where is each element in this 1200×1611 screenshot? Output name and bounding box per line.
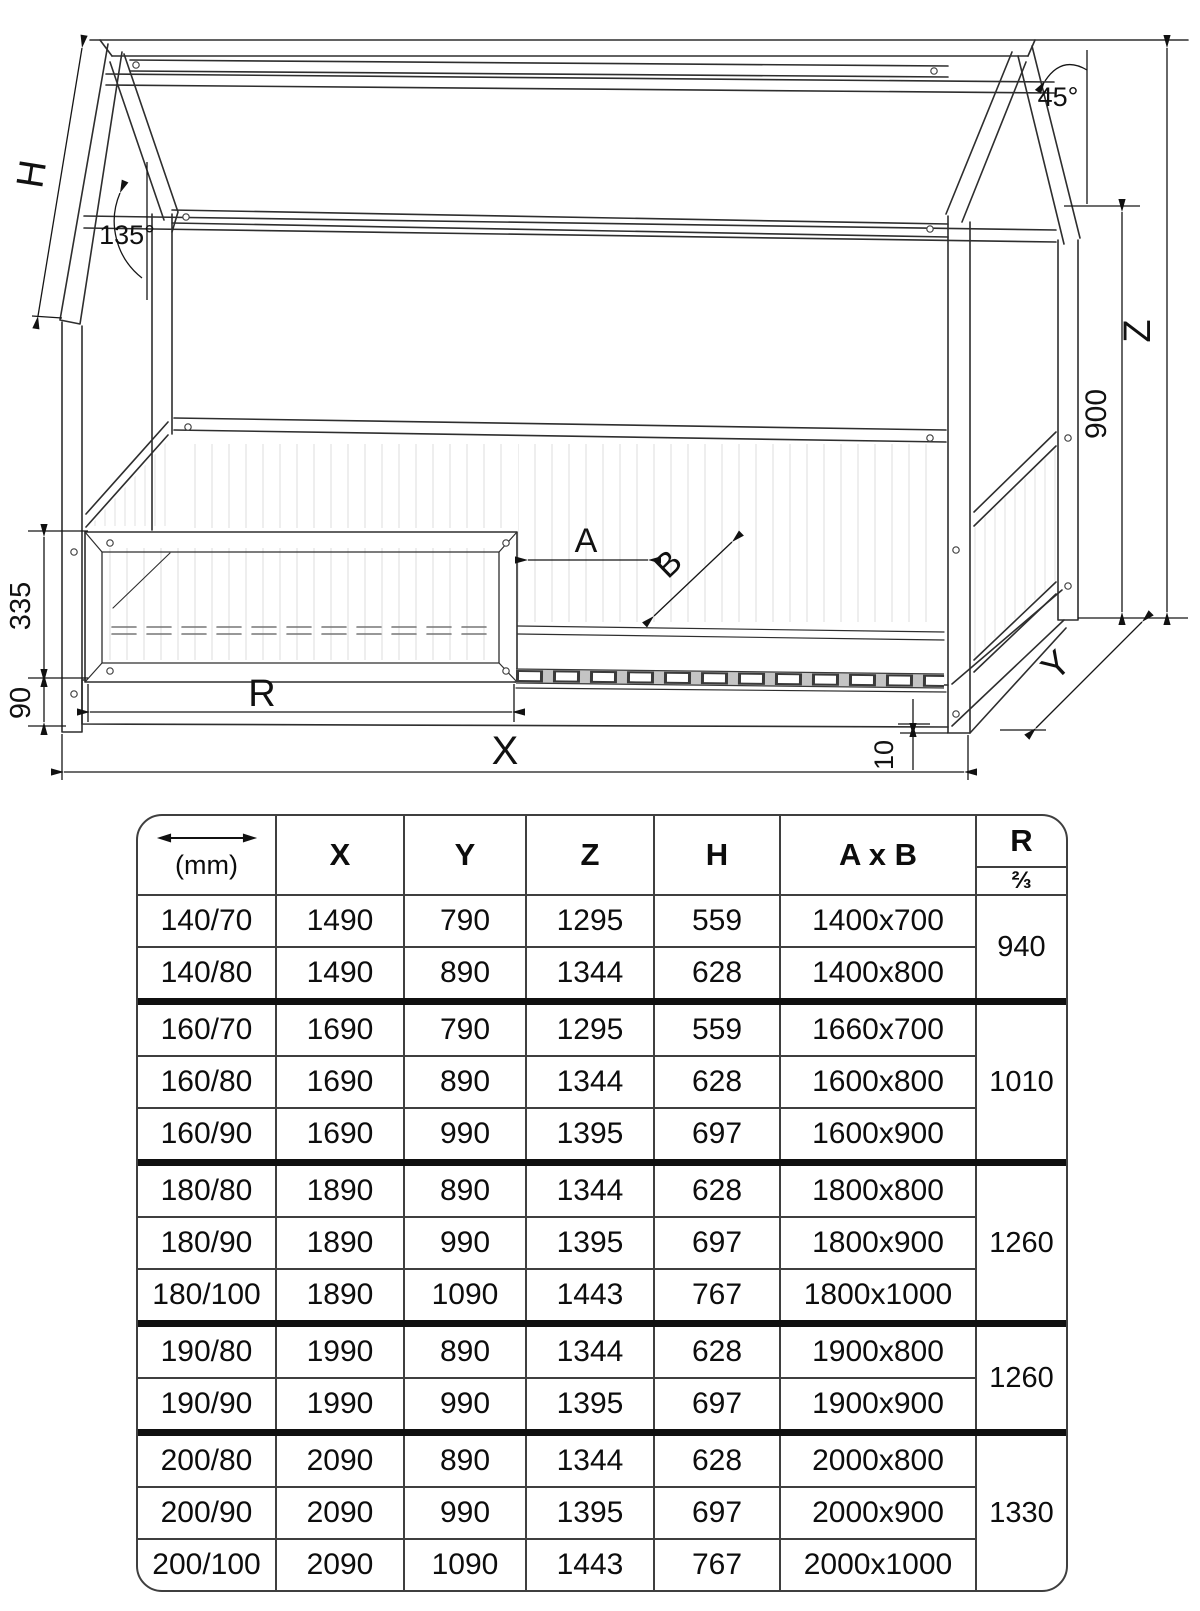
cell-x: 2090 xyxy=(276,1433,404,1488)
cell-axb: 1900x900 xyxy=(780,1378,976,1433)
table-row xyxy=(138,1108,1066,1163)
cell-z: 1344 xyxy=(526,1163,654,1218)
cell-size: 200/80 xyxy=(138,1433,276,1488)
cell-axb: 1800x900 xyxy=(780,1217,976,1269)
cell-h: 767 xyxy=(654,1269,780,1324)
header-z: Z xyxy=(526,816,654,895)
cell-z: 1395 xyxy=(526,1487,654,1539)
header-x: X xyxy=(276,816,404,895)
cell-size: 140/80 xyxy=(138,947,276,1002)
cell-x: 1490 xyxy=(276,947,404,1002)
header-y: Y xyxy=(404,816,526,895)
table-row xyxy=(138,947,1066,1002)
cell-axb: 1400x800 xyxy=(780,947,976,1002)
cell-x: 1990 xyxy=(276,1324,404,1379)
cell-size: 140/70 xyxy=(138,895,276,947)
cell-h: 767 xyxy=(654,1539,780,1590)
cell-h: 628 xyxy=(654,1163,780,1218)
cell-y: 1090 xyxy=(404,1539,526,1590)
size-table-container xyxy=(136,814,1068,1592)
cell-x: 1890 xyxy=(276,1269,404,1324)
cell-z: 1395 xyxy=(526,1108,654,1163)
dim-label-y: Y xyxy=(1032,641,1079,689)
cell-axb: 2000x900 xyxy=(780,1487,976,1539)
cell-x: 1490 xyxy=(276,895,404,947)
size-table-header xyxy=(138,816,1066,895)
table-row xyxy=(138,1056,1066,1108)
cell-h: 697 xyxy=(654,1378,780,1433)
cell-size: 160/80 xyxy=(138,1056,276,1108)
cell-size: 160/70 xyxy=(138,1002,276,1057)
dim-label-45: 45° xyxy=(1037,82,1079,112)
cell-axb: 1660x700 xyxy=(780,1002,976,1057)
cell-y: 890 xyxy=(404,1163,526,1218)
table-row xyxy=(138,1269,1066,1324)
cell-h: 697 xyxy=(654,1217,780,1269)
header-axb: A x B xyxy=(780,816,976,895)
cell-x: 1890 xyxy=(276,1163,404,1218)
cell-y: 790 xyxy=(404,895,526,947)
cell-y: 990 xyxy=(404,1108,526,1163)
dim-label-x: X xyxy=(491,729,519,773)
cell-y: 1090 xyxy=(404,1269,526,1324)
cell-y: 990 xyxy=(404,1378,526,1433)
table-row xyxy=(138,1487,1066,1539)
cell-z: 1395 xyxy=(526,1217,654,1269)
dim-label-900: 900 xyxy=(1080,388,1113,440)
dim-label-r: R xyxy=(248,673,276,715)
cell-axb: 2000x800 xyxy=(780,1433,976,1488)
dim-label-335: 335 xyxy=(5,581,37,631)
cell-z: 1295 xyxy=(526,895,654,947)
cell-z: 1443 xyxy=(526,1539,654,1590)
cell-x: 1690 xyxy=(276,1002,404,1057)
cell-r: 1010 xyxy=(976,1002,1066,1163)
cell-h: 628 xyxy=(654,947,780,1002)
table-row xyxy=(138,1217,1066,1269)
cell-z: 1344 xyxy=(526,1324,654,1379)
dim-label-10: 10 xyxy=(869,739,899,771)
cell-axb: 1800x800 xyxy=(780,1163,976,1218)
dim-label-b: B xyxy=(647,542,690,586)
cell-y: 890 xyxy=(404,1433,526,1488)
cell-y: 990 xyxy=(404,1217,526,1269)
cell-axb: 1600x900 xyxy=(780,1108,976,1163)
cell-size: 180/100 xyxy=(138,1269,276,1324)
header-unit-label: (mm) xyxy=(175,849,238,880)
cell-h: 628 xyxy=(654,1433,780,1488)
cell-size: 200/100 xyxy=(138,1539,276,1590)
cell-size: 160/90 xyxy=(138,1108,276,1163)
table-row xyxy=(138,1378,1066,1433)
cell-h: 559 xyxy=(654,895,780,947)
table-row xyxy=(138,1002,1066,1057)
cell-size: 180/90 xyxy=(138,1217,276,1269)
table-row xyxy=(138,1433,1066,1488)
cell-x: 1690 xyxy=(276,1108,404,1163)
dim-label-135: 135° xyxy=(99,220,155,250)
cell-z: 1395 xyxy=(526,1378,654,1433)
cell-z: 1443 xyxy=(526,1269,654,1324)
header-h: H xyxy=(654,816,780,895)
cell-y: 890 xyxy=(404,1056,526,1108)
cell-axb: 1800x1000 xyxy=(780,1269,976,1324)
header-r xyxy=(976,816,1066,895)
cell-h: 697 xyxy=(654,1108,780,1163)
cell-size: 190/80 xyxy=(138,1324,276,1379)
cell-axb: 1900x800 xyxy=(780,1324,976,1379)
cell-r: 1260 xyxy=(976,1163,1066,1324)
cell-r: 1330 xyxy=(976,1433,1066,1591)
dim-label-90: 90 xyxy=(5,686,37,720)
cell-r: 940 xyxy=(976,895,1066,1002)
spec-table-body xyxy=(138,895,1066,1590)
cell-x: 1690 xyxy=(276,1056,404,1108)
size-table xyxy=(138,816,1066,1590)
dim-label-z: Z xyxy=(1117,319,1159,343)
table-row xyxy=(138,1163,1066,1218)
table-row xyxy=(138,895,1066,947)
cell-size: 190/90 xyxy=(138,1378,276,1433)
cell-z: 1295 xyxy=(526,1002,654,1057)
cell-x: 2090 xyxy=(276,1487,404,1539)
cell-z: 1344 xyxy=(526,947,654,1002)
cell-y: 890 xyxy=(404,947,526,1002)
header-r-label: R xyxy=(977,816,1066,868)
cell-axb: 1400x700 xyxy=(780,895,976,947)
cell-x: 2090 xyxy=(276,1539,404,1590)
cell-h: 628 xyxy=(654,1056,780,1108)
cell-r: 1260 xyxy=(976,1324,1066,1433)
cell-x: 1890 xyxy=(276,1217,404,1269)
technical-drawing xyxy=(0,0,1200,790)
table-row xyxy=(138,1539,1066,1590)
double-arrow-icon xyxy=(155,830,259,846)
cell-y: 790 xyxy=(404,1002,526,1057)
header-unit xyxy=(138,816,276,895)
cell-x: 1990 xyxy=(276,1378,404,1433)
dim-label-h: H xyxy=(9,157,56,191)
cell-axb: 1600x800 xyxy=(780,1056,976,1108)
cell-y: 990 xyxy=(404,1487,526,1539)
cell-h: 628 xyxy=(654,1324,780,1379)
cell-size: 180/80 xyxy=(138,1163,276,1218)
cell-z: 1344 xyxy=(526,1433,654,1488)
cell-h: 559 xyxy=(654,1002,780,1057)
cell-size: 200/90 xyxy=(138,1487,276,1539)
mattress-slats xyxy=(516,669,944,688)
cell-axb: 2000x1000 xyxy=(780,1539,976,1590)
cell-y: 890 xyxy=(404,1324,526,1379)
table-row xyxy=(138,1324,1066,1379)
cell-z: 1344 xyxy=(526,1056,654,1108)
cell-h: 697 xyxy=(654,1487,780,1539)
dim-label-a: A xyxy=(574,522,598,560)
header-r-fraction: ⅔ xyxy=(1011,867,1032,894)
